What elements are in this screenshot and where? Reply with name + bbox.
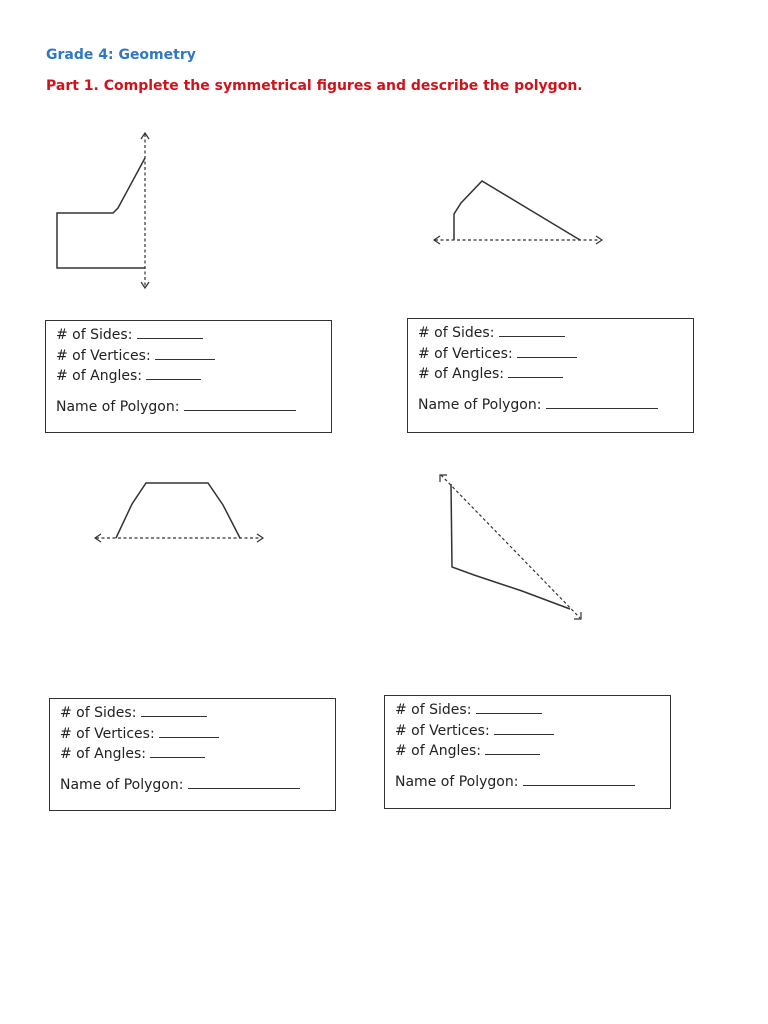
polygon-box-3 [49,698,336,811]
sides-label: # of Sides: [395,702,476,718]
polygon-box-4 [384,695,671,809]
part-title: Part 1. Complete the symmetrical figures and describe the polygon. [46,78,583,94]
angles-blank[interactable] [150,745,205,758]
vertices-blank[interactable] [494,722,554,735]
angles-blank[interactable] [485,742,540,755]
angles-label: # of Angles: [56,368,147,384]
vertices-row [60,724,335,745]
grade-title: Grade 4: Geometry [46,47,196,63]
angles-label: # of Angles: [60,746,151,762]
angles-label: # of Angles: [418,366,509,382]
vertices-row [395,721,670,742]
name-row [60,775,335,796]
sides-row [60,703,335,724]
figure-4-symmetry-line [441,475,580,618]
sides-label: # of Sides: [418,325,499,341]
sides-label: # of Sides: [56,327,137,343]
name-label: Name of Polygon: [56,398,184,415]
sides-label: # of Sides: [60,705,141,721]
name-label: Name of Polygon: [395,773,523,790]
angles-row [395,741,670,762]
vertices-label: # of Vertices: [60,725,160,742]
angles-label: # of Angles: [395,743,486,759]
name-blank[interactable] [188,776,300,789]
sides-blank[interactable] [141,704,207,717]
sides-blank[interactable] [476,701,542,714]
name-row [395,772,670,793]
sides-row [395,700,670,721]
vertices-blank[interactable] [159,725,219,738]
name-blank[interactable] [523,773,635,786]
vertices-label: # of Vertices: [56,347,156,364]
vertices-label: # of Vertices: [418,345,518,362]
angles-row [60,744,335,765]
vertices-label: # of Vertices: [395,722,495,739]
name-label: Name of Polygon: [418,396,546,413]
name-label: Name of Polygon: [60,776,188,793]
